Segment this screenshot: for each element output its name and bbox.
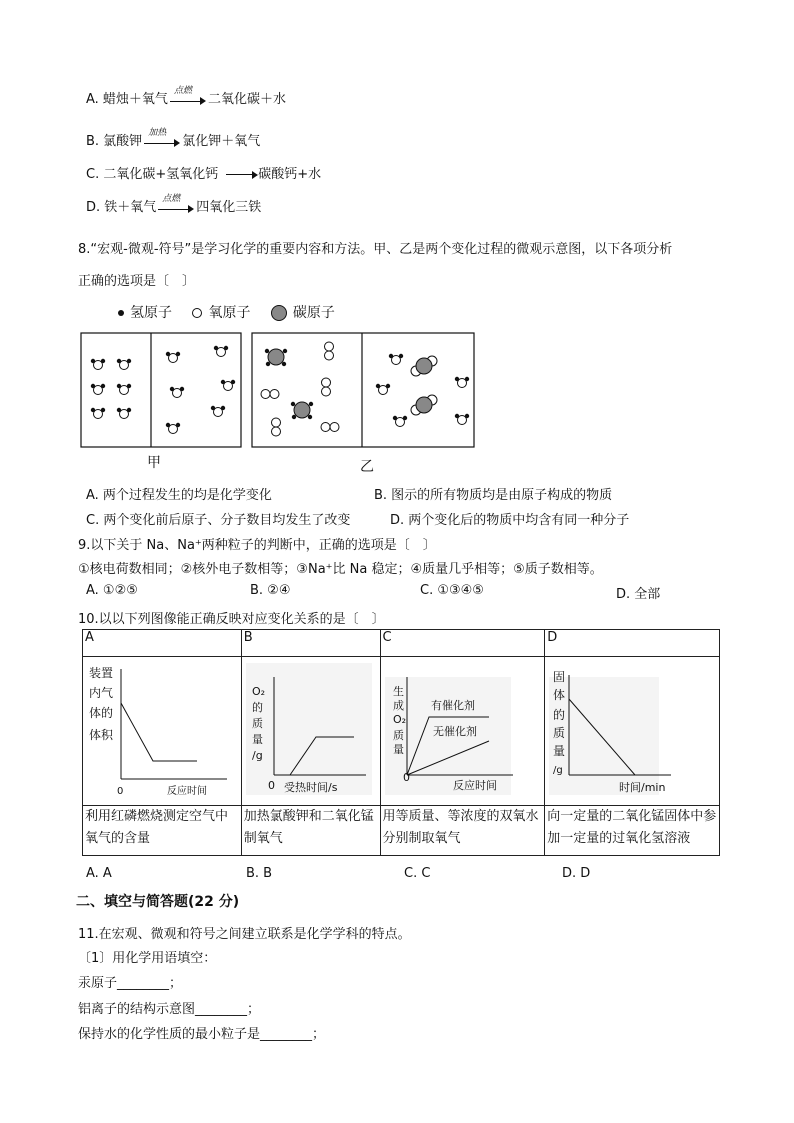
svg-text:0: 0 (267, 779, 275, 792)
svg-text:内气: 内气 (89, 686, 114, 700)
svg-text:生: 生 (392, 685, 404, 698)
q8-option-b: B. 图示的所有物质均是由原子构成的物质 (374, 488, 613, 503)
q8-stem-line2: 正确的选项是〔 〕 (78, 274, 196, 289)
svg-text:体: 体 (553, 688, 566, 702)
q10-option-b: B. B (246, 866, 273, 881)
q9-option-d: D. 全部 (616, 587, 661, 602)
svg-text:无催化剂: 无催化剂 (432, 725, 477, 738)
q11-blank-mercury: 汞原子________； (78, 976, 183, 991)
q10-header-c: C (380, 630, 545, 657)
molecule-diagram (78, 330, 478, 452)
q11-sub1: 〔1〕用化学用语填空： (78, 951, 217, 966)
svg-text:固: 固 (553, 670, 566, 684)
q11-blank-aluminum-ion: 铝离子的结构示意图________； (78, 1002, 261, 1017)
q8-option-d: D. 两个变化后的物质中均含有同一种分子 (390, 513, 630, 528)
q9-option-c: C. ①③④⑤ (420, 583, 484, 598)
svg-text:质: 质 (392, 729, 404, 742)
carbon-atom-icon (271, 305, 287, 321)
reaction-arrow-icon (226, 174, 256, 175)
svg-text:质: 质 (553, 726, 566, 740)
label-yi: 乙 (360, 459, 374, 475)
q10-caption-d: 向一定量的二氧化锰固体中参加一定量的过氧化氢溶液 (545, 806, 720, 856)
svg-text:O₂: O₂ (392, 713, 406, 726)
graph-b (244, 657, 376, 801)
graph-d (547, 657, 715, 801)
svg-text:0: 0 (402, 771, 410, 784)
svg-text:体的: 体的 (89, 706, 114, 720)
q7-option-d: D. 铁＋氧气 点燃 四氧化三铁 (86, 193, 262, 215)
graph-c (383, 657, 541, 801)
svg-text:量: 量 (553, 744, 566, 758)
q9-option-a: A. ①②⑤ (86, 583, 138, 598)
q8-option-a: A. 两个过程发生的均是化学变化 (86, 488, 272, 503)
q10-stem: 10.以以下列图像能正确反映对应变化关系的是〔 〕 (78, 612, 385, 627)
q10-option-d: D. D (562, 866, 591, 881)
q7-option-b: B. 氯酸钾 加热 氯化钾＋氧气 (86, 127, 261, 149)
q10-header-b: B (241, 630, 380, 657)
graph-a (85, 657, 237, 801)
svg-text:质: 质 (251, 717, 263, 730)
svg-text:/g: /g (251, 749, 263, 762)
q10-option-a: A. A (86, 866, 112, 881)
svg-text:的: 的 (251, 701, 263, 714)
svg-text:反应时间: 反应时间 (452, 779, 497, 792)
q9-stem: 9.以下关于 Na、Na⁺两种粒子的判断中，正确的选项是〔 〕 (78, 538, 436, 553)
q7-option-a: A. 蜡烛＋氧气 点燃 二氧化碳＋水 (86, 85, 286, 107)
q9-items: ①核电荷数相同；②核外电子数相等；③Na⁺比 Na 稳定；④质量几乎相等；⑤质子数相等。 (78, 562, 603, 577)
reaction-arrow-icon: 加热 (144, 135, 180, 149)
q10-caption-b: 加热氯酸钾和二氧化锰制氧气 (241, 806, 380, 856)
svg-text:时间/min: 时间/min (619, 781, 666, 794)
q10-header-a: A (83, 630, 242, 657)
svg-text:装置: 装置 (89, 666, 114, 680)
svg-text:量: 量 (392, 743, 404, 756)
svg-text:O₂: O₂ (251, 685, 265, 698)
q10-header-d: D (545, 630, 720, 657)
svg-text:/g: /g (553, 765, 563, 776)
svg-text:有催化剂: 有催化剂 (430, 699, 475, 712)
q7-option-c: C. 二氧化碳+氢氧化钙 碳酸钙+水 (86, 167, 322, 182)
graph-a-cell (83, 657, 242, 806)
graph-c-cell (380, 657, 545, 806)
oxygen-atom-icon (192, 308, 202, 318)
svg-text:体积: 体积 (89, 728, 114, 742)
svg-text:成: 成 (392, 699, 404, 712)
q11-stem: 11.在宏观、微观和符号之间建立联系是化学学科的特点。 (78, 927, 411, 942)
q11-blank-water-particle: 保持水的化学性质的最小粒子是________； (78, 1027, 326, 1042)
reaction-arrow-icon: 点燃 (158, 201, 194, 215)
svg-text:量: 量 (251, 733, 263, 746)
q10-caption-c: 用等质量、等浓度的双氧水分别制取氧气 (380, 806, 545, 856)
hydrogen-atom-icon (118, 310, 124, 316)
q9-option-b: B. ②④ (250, 583, 291, 598)
q10-table (82, 629, 720, 856)
svg-text:的: 的 (553, 708, 566, 722)
q10-caption-a: 利用红磷燃烧测定空气中氧气的含量 (83, 806, 242, 856)
svg-text:受热时间/s: 受热时间/s (283, 781, 338, 794)
graph-d-cell (545, 657, 720, 806)
q10-option-c: C. C (404, 866, 431, 881)
atom-legend: 氢原子 氧原子 碳原子 (118, 302, 335, 322)
reaction-arrow-icon: 点燃 (170, 93, 206, 107)
svg-text:反应时间: 反应时间 (167, 786, 207, 797)
svg-text:0: 0 (117, 786, 124, 797)
label-jia: 甲 (147, 455, 161, 471)
section-title: 二、填空与简答题(22 分) (76, 894, 240, 910)
q8-option-c: C. 两个变化前后原子、分子数目均发生了改变 (86, 513, 351, 528)
graph-b-cell (241, 657, 380, 806)
q8-stem-line1: 8.“宏观-微观-符号”是学习化学的重要内容和方法。甲、乙是两个变化过程的微观示意图，以下各项分析 (78, 242, 673, 257)
